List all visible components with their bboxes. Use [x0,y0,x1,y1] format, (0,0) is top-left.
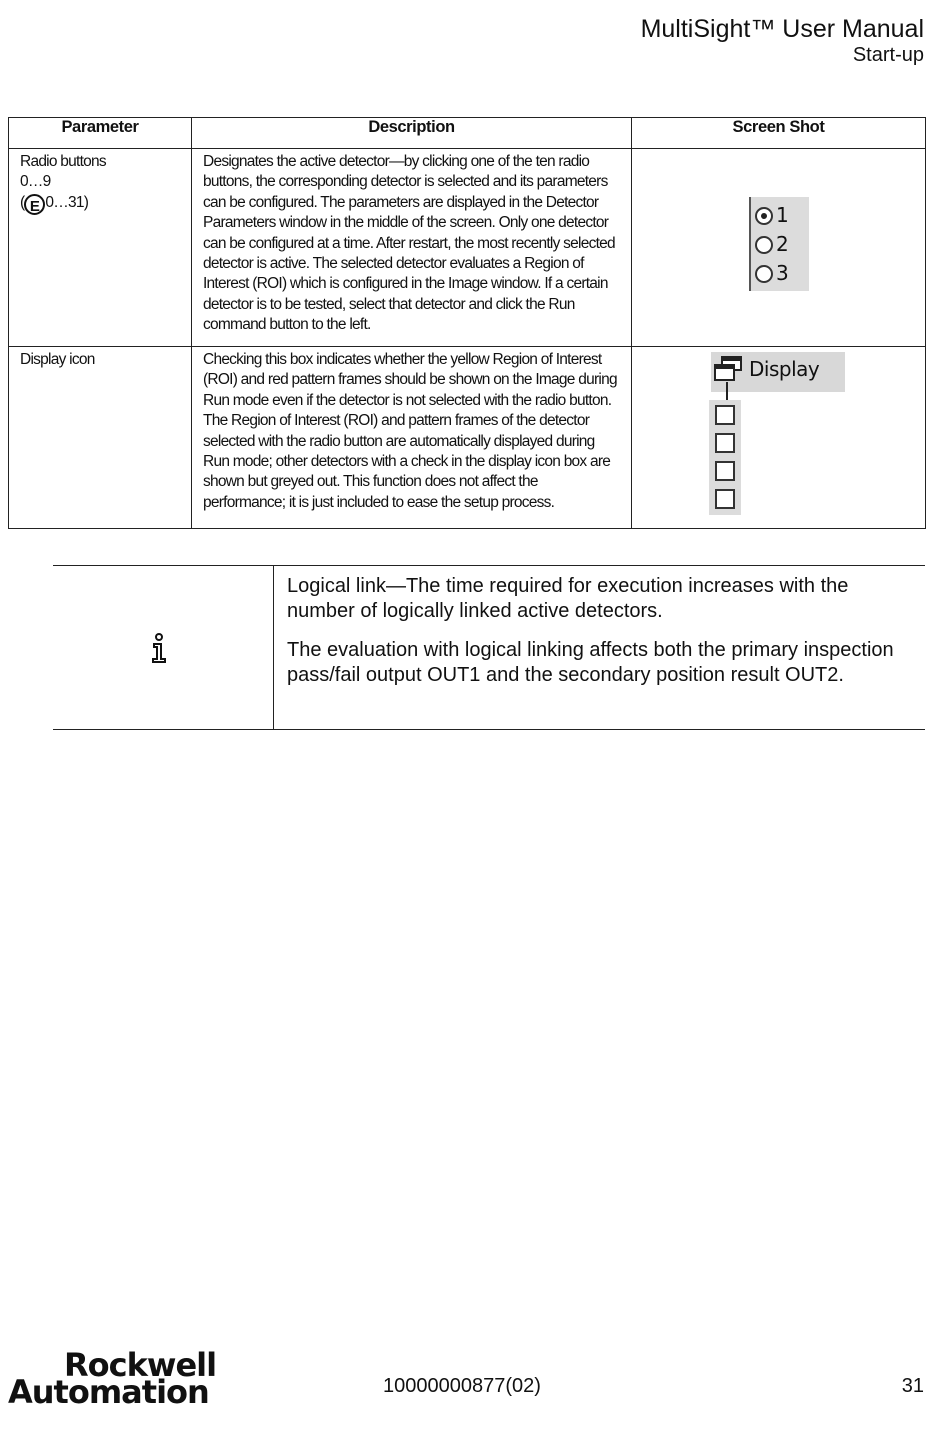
manual-title: MultiSight™ User Manual [640,15,924,43]
note-divider [273,566,274,729]
tree-line [726,382,728,400]
param-extended-range: ( E 0…31) [20,193,89,215]
radio-icon [755,265,773,283]
note-paragraph: The evaluation with logical linking affects both the primary inspection pass/fail output OUT1 and the secondary position result OUT2. [287,639,894,686]
description-cell: Checking this box indicates whether the yellow Region of Interest (ROI) and red pattern frames should be shown on the Image during Run mode even if the detector is not selected with the radio button. The Region of Interest (ROI) and pattern frames of the detector selected with the radio button are automatically displayed during Run mode; other detectors with a check in the display icon box are shown but greyed out. This function does not affect the performance; it is just included to ease the setup process. [192,347,632,529]
info-icon [150,633,168,663]
param-range: 0…9 [20,173,51,191]
document-number: 10000000877(02) [383,1375,541,1397]
extended-version-icon: E [24,194,45,215]
radio-option-2[interactable]: 2 [755,231,807,257]
col-header-description: Description [192,118,632,149]
radio-option-1[interactable]: 1 [755,202,807,228]
radio-buttons-screenshot [749,197,809,291]
param-name: Radio buttons [20,153,106,170]
display-checkbox[interactable] [715,405,735,425]
section-title: Start-up [852,44,924,66]
rockwell-automation-logo: Rockwell Automation [8,1346,217,1411]
display-checkbox[interactable] [715,489,735,509]
description-cell: Designates the active detector—by clicking one of the ten radio buttons, the corresponding detector is selected and its parameters can be configured. The parameters are displayed in the Detector Parameters window in the middle of the screen. Only one detector can be configured at a time. After restart, the most recently selected detector is active. The selected detector evaluates a Region of Interest (ROI) which is configured in the Image window. If a certain detector is to be tested, select that detector and click the Run command button to the left. [192,149,632,347]
radio-icon [755,236,773,254]
note-paragraph: Logical link—The time required for execution increases with the number of logically linked active detectors. [287,575,849,622]
display-checkbox[interactable] [715,433,735,453]
checkbox-column [709,400,741,515]
display-checkbox[interactable] [715,461,735,481]
param-cell [9,347,192,529]
info-note [53,565,925,730]
page-number: 31 [901,1375,924,1397]
display-label: Display [749,357,820,381]
col-header-parameter: Parameter [9,118,192,149]
note-text [287,574,917,702]
col-header-screenshot: Screen Shot [632,118,926,149]
windows-icon [713,356,743,382]
radio-option-3[interactable]: 3 [755,260,807,286]
radio-selected-icon [755,207,773,225]
param-cell [9,149,192,347]
param-name: Display icon [20,351,95,368]
table-header-row [9,118,926,149]
page-header [641,14,924,66]
display-icon-screenshot [709,352,849,517]
